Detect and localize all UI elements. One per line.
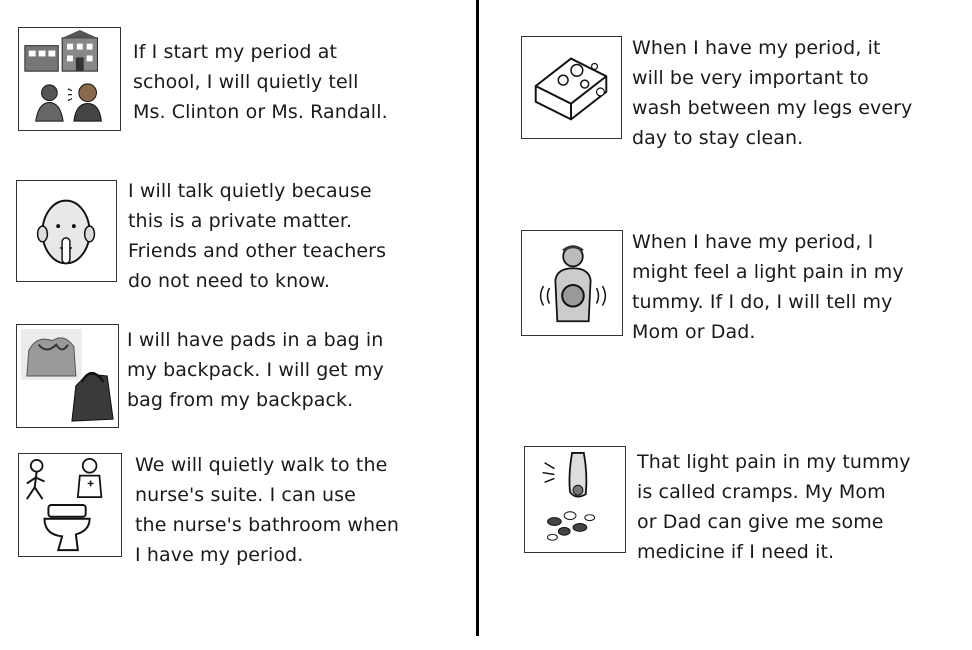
tummy-pain-icon xyxy=(521,230,623,336)
card-text: If I start my period at school, I will quietly tell Ms. Clinton or Ms. Randall. xyxy=(133,41,388,123)
bag-pads-icon xyxy=(16,324,119,428)
card-text: When I have my period, I might feel a light pain in my tummy. If I do, I will tell my Mom or Dad. xyxy=(632,231,904,343)
card-text: That light pain in my tummy is called cramps. My Mom or Dad can give me some medicine if I need it. xyxy=(637,451,911,563)
school-teachers-icon xyxy=(18,27,121,131)
column-divider xyxy=(476,0,479,636)
quiet-finger-icon xyxy=(16,180,117,282)
walk-nurse-toilet-icon xyxy=(18,453,122,557)
card-text: I will talk quietly because this is a private matter. Friends and other teachers do not need to know. xyxy=(128,180,387,292)
card-text: When I have my period, it will be very important to wash between my legs every day to stay clean. xyxy=(632,37,913,149)
medicine-icon xyxy=(524,446,626,553)
card-text: We will quietly walk to the nurse's suite. I can use the nurse's bathroom when I have my period. xyxy=(135,454,400,566)
card-text: I will have pads in a bag in my backpack. I will get my bag from my backpack. xyxy=(127,329,384,411)
soap-icon xyxy=(521,36,622,139)
